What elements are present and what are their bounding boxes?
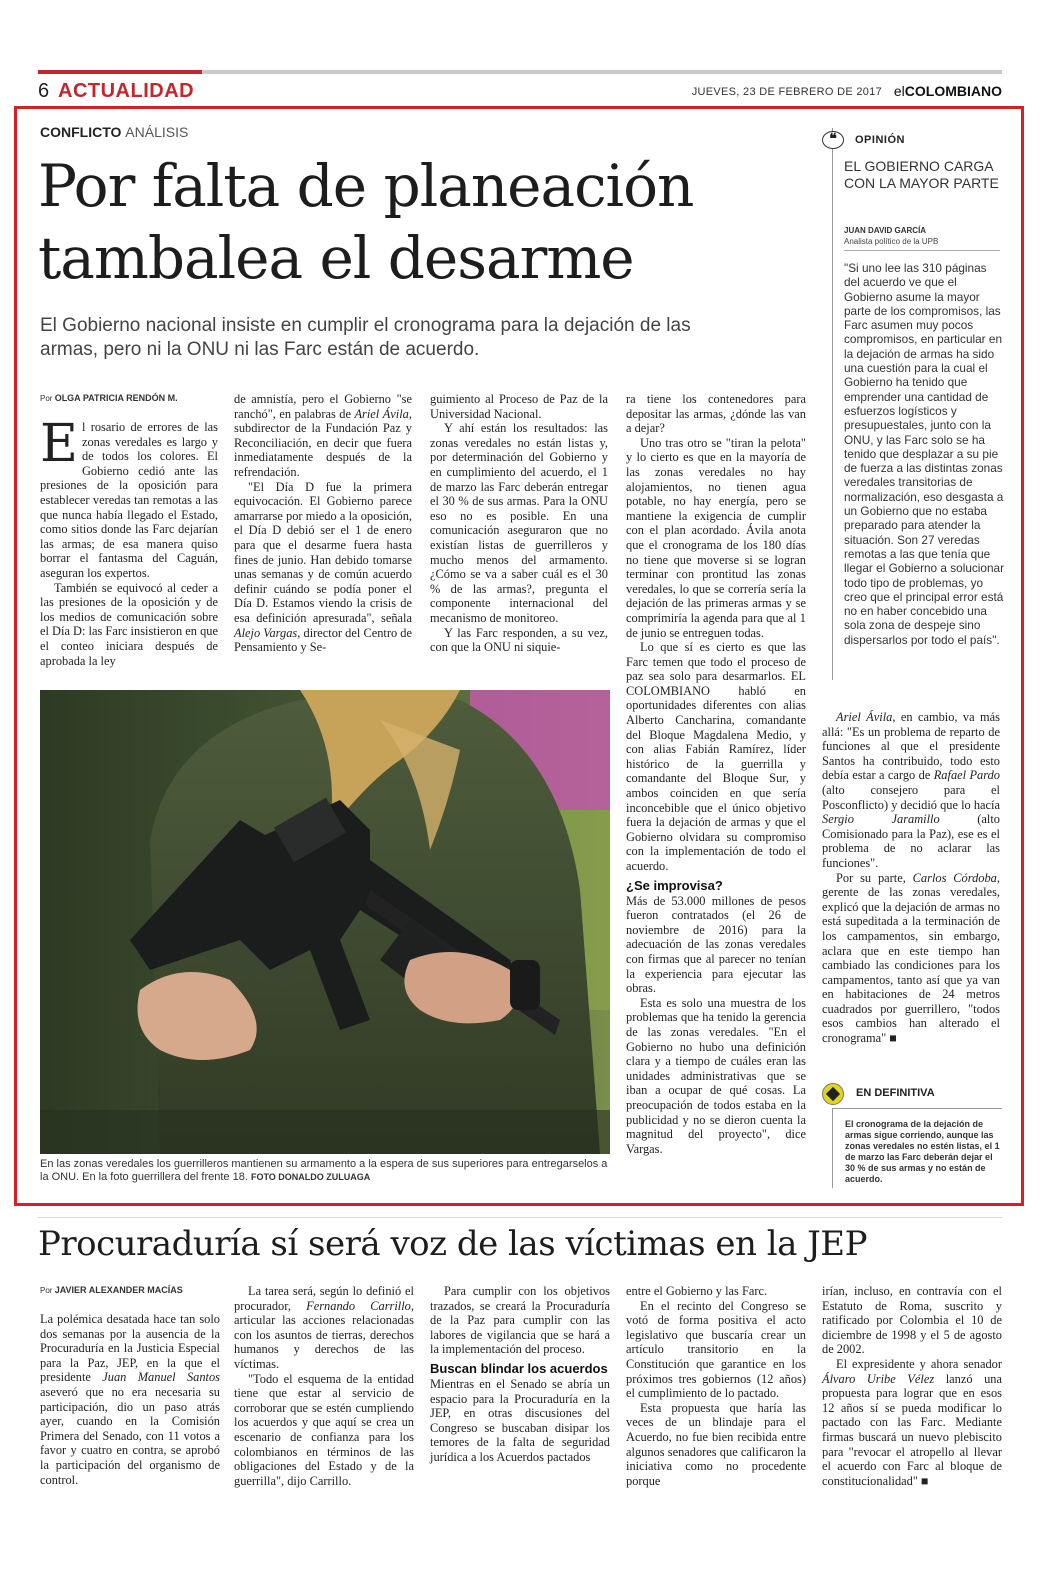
opinion-author-role: Analista político de la UPB: [844, 237, 939, 246]
paragraph-text: , gerente de las zonas veredales, explicó que la dejación de armas no está supeditada a la terminación de los campamentos, sin embargo, aclara que en este tiempo han cambiado las condiciones para los campamentos, tanto así que ya van en habitaciones de 24 metros cuadrados por guerrillero, "todos esos cambios han alterado el cronograma" ■: [822, 870, 1000, 1046]
person-name: Fernando Carrillo: [306, 1298, 411, 1313]
paragraph: [234, 480, 412, 655]
second-article-byline: [40, 1285, 183, 1295]
article-column-2: [234, 392, 412, 655]
second-article-column-1: [40, 1312, 220, 1487]
paragraph: Esta propuesta que haría las veces de un blindaje para el Acuerdo, no fue bien recibida entre algunos senadores que calificaron la iniciativa como no procedente porque: [626, 1400, 806, 1488]
person-name: Juan Manuel Santos: [102, 1370, 220, 1385]
second-article-column-5: [822, 1284, 1002, 1488]
paragraph-text: "El Día D fue la primera equivocación. El Gobierno parece amarrarse por miedo a la oposición, el Día D debió ser el 1 de enero para que el desarme fuera hasta fines de junio. Han debido tomarse unas semanas y de común acuerdo definir cuándo se podía poner el Día D. Estamos viendo la crisis de esa definición apresurada", señala: [234, 479, 412, 625]
paragraph: [40, 1312, 220, 1487]
person-name: Álvaro Uribe Vélez: [822, 1371, 935, 1386]
second-article-subhead: Buscan blindar los acuerdos: [430, 1360, 608, 1376]
section-divider: [38, 1217, 1002, 1218]
paragraph-text: Por su parte,: [836, 870, 913, 885]
person-name: Ariel Ávila: [354, 406, 409, 421]
person-name: Carlos Córdoba: [912, 870, 997, 885]
article-headline: Por falta de planeación tambalea el desarme: [38, 152, 694, 292]
byline-prefix: Por: [40, 1286, 53, 1295]
paragraph-text: , director del Centro de Pensamiento y Se-: [234, 625, 412, 655]
summary-icon: [822, 1083, 844, 1105]
paragraph: Uno tras otro se "tiran la pelota" y lo cierto es que en la mayoría de las zonas veredales no hay alojamientos, no tienen agua potable, no hay energía, pero se mantiene la exigencia de cumplir con el plan acordado. Ávila anota que el cronograma de los 180 días no tiene que moverse si se logran terminar con prontitud las zonas veredales, lo que se correría sería la dejación de las primeras armas y se comprimiría la agenda para que al 1 de junio se entreguen todas.: [626, 435, 806, 640]
paragraph-text: (alto Comisionado para la Paz), ese es el problema de no aclarar las funciones".: [822, 812, 1000, 870]
second-article-column-4: [626, 1284, 806, 1488]
quote-icon: ❝: [822, 131, 844, 149]
paragraph: Para cumplir con los objetivos trazados, se creará la Procuraduría de la Paz para cumplir con las labores de vigilancia que se hará a la implementación del proceso.: [430, 1284, 610, 1357]
opinion-author: JUAN DAVID GARCÍA: [844, 226, 927, 235]
byline-author: OLGA PATRICIA RENDÓN M.: [54, 393, 178, 403]
kicker-topic: CONFLICTO: [40, 124, 122, 140]
second-article-column-3: [430, 1284, 610, 1465]
paragraph: [234, 392, 412, 480]
opinion-label: OPINIÓN: [855, 134, 905, 146]
paragraph-text: El expresidente y ahora senador: [836, 1356, 1002, 1371]
article-byline: [40, 393, 178, 403]
person-name: Alejo Vargas: [234, 625, 298, 640]
article-column-3: [430, 392, 608, 655]
paragraph: También se equivocó al ceder a las presiones de la oposición y de los medios de comunicación sobre el Día D: las Farc insistieron en que el conteo iniciara después de aprobada la ley: [40, 580, 218, 668]
paragraph: [40, 414, 218, 581]
person-name: Ariel Ávila: [836, 710, 893, 724]
paragraph: ra tiene los contenedores para depositar las armas, ¿dónde las van a dejar?: [626, 392, 806, 436]
paragraph: [234, 1284, 414, 1372]
header-rule: [38, 70, 1002, 74]
caption-text: En las zonas veredales los guerrilleros mantienen su armamento a la espera de sus superiores para entregarselos a la ONU. En la foto guerrillera del frente 18.: [40, 1158, 608, 1183]
article-subhead: ¿Se improvisa?: [626, 877, 723, 893]
article-column-1: [40, 414, 218, 668]
byline-prefix: Por: [40, 394, 53, 403]
page-number: 6: [38, 80, 50, 102]
paragraph-text: , subdirector de la Fundación Paz y Reconciliación, en decir que fuera inmediatamente después de la refrendación.: [234, 406, 412, 479]
person-name: Rafael Pardo: [933, 768, 1000, 783]
paragraph: En el recinto del Congreso se votó de forma positiva el acto legislativo que buscaría crear un artículo transitorio en la Constitución que garantice en los próximos tres gobiernos (12 años) el cumplimiento de lo pactado.: [626, 1298, 806, 1401]
paragraph-text: , en cambio, va más allá: "Es un problema de reparto de funciones al que el presidente Santos ha contribuido, todo esto debía estar a cargo de: [822, 710, 1000, 783]
opinion-title: EL GOBIERNO CARGA CON LA MAYOR PARTE: [844, 158, 999, 191]
paragraph-text: de amnistía, pero el Gobierno "se ranchó", en palabras de: [234, 392, 412, 421]
article-photo: [40, 690, 610, 1154]
brand-prefix: el: [893, 83, 905, 99]
paragraph: "Todo el esquema de la entidad tiene que estar al servicio de corroborar que se estén cumpliendo los acuerdos y que aquí se crea un escenario de confianza para los colombianos en términos de las obligaciones del Estado y de la guerrilla", dijo Carrillo.: [234, 1371, 414, 1488]
brand-name: COLOMBIANO: [904, 83, 1002, 99]
paragraph-text: , articular las acciones relacionadas con los asuntos de tierras, derechos humanos y derechos de las víctimas.: [234, 1298, 414, 1371]
drop-cap: E: [40, 414, 78, 474]
paragraph: [822, 710, 1000, 871]
paragraph: Más de 53.000 millones de pesos fueron contratados (el 26 de noviembre de 2016) para la adecuación de las zonas veredales con firmas que al parecer no tenían la experiencia para ejecutar las obras.: [626, 893, 806, 996]
paragraph: [822, 1357, 1002, 1488]
opinion-divider: [844, 250, 1000, 251]
paragraph-text: (alto consejero para el Posconflicto) y decidió que lo hacía: [822, 782, 1000, 812]
paragraph: Y las Farc responden, a su vez, con que la ONU ni siquie-: [430, 625, 608, 655]
guerrilla-photo-illustration: [40, 690, 610, 1154]
summary-label: EN DEFINITIVA: [856, 1087, 935, 1099]
kicker-type: ANÁLISIS: [125, 124, 189, 140]
page-header: [38, 80, 1002, 102]
paragraph: Lo que sí es cierto es que las Farc temen que todo el proceso de paz sea solo para desarmarlos. EL COLOMBIANO habló en oportunidades diferentes con alias Alberto Cancharina, comandante del Bloque Magdalena Medio, y con alias Fabián Ramírez, líder histórico de la guerrilla y comandante del Bloque Sur, y ambos coinciden en que sería inconcebible que el único objetivo fuera la dejación de armas y que el Gobierno olvidara su compromiso con la implementación de todo el acuerdo.: [626, 640, 806, 873]
person-name: Sergio Jaramillo: [822, 812, 940, 827]
byline-author: JAVIER ALEXANDER MACÍAS: [54, 1285, 183, 1295]
summary-box: [832, 1108, 1002, 1188]
paragraph: Mientras en el Senado se abría un espacio para la Procuraduría en la JEP, en otras discusiones del Congreso se buscaban disipar los temores de la falta de seguridad jurídica a los Acuerdos pactados: [430, 1376, 610, 1464]
paragraph: guimiento al Proceso de Paz de la Universidad Nacional.: [430, 392, 608, 421]
header-rule-accent: [38, 70, 202, 74]
paragraph-text: La tarea será, según lo definió el procurador,: [234, 1284, 414, 1313]
second-article-headline: Procuraduría sí será voz de las víctimas en la JEP: [38, 1224, 867, 1264]
section-name: ACTUALIDAD: [58, 80, 195, 102]
paragraph-text: aseveró que no era necesaria su participación, dio un paso atrás ayer, cuando en la Comisión Primera del Senado, con 11 votos a favor y cuatro en contra, se aprobó la participación del organismo de control.: [40, 1384, 220, 1487]
second-article-column-2: [234, 1284, 414, 1488]
paragraph-text: l rosario de errores de las zonas veredales es largo y de todos los colores. El Gobierno cedió ante las presiones de la oposición para establecer veredas tan remotas a las que nunca había llegado el Estado, como sitios donde las Farc dejarían las armas; de esa manera quiso borrar el fantasma del Caguán, aseguran los expertos.: [40, 420, 218, 580]
article-column-5: [822, 710, 1000, 1046]
paragraph: entre el Gobierno y las Farc.: [626, 1284, 768, 1298]
opinion-text: "Si uno lee las 310 páginas del acuerdo ve que el Gobierno asume la mayor parte de los compromisos, las Farc asumen muy pocos compromisos, en particular en la dejación de armas ha sido una cuestión para la cual el Gobierno ha tenido que emprender una cantidad de esfuerzos logísticos y presupuestales, junto con la ONU, y las Farc solo se ha tenido que desplazar a su pie de fuerza a las distintas zonas veredales transitorias de normalización, eso desgasta a un Gobierno que no estaba preparado para atender la situación. Son 27 veredas remotas a las que tenía que llegar el Gobierno a solucionar todo tipo de problemas, yo creo que el principal error está no en haber concebido una sola zona de despeje sino dispersarlos por todo el país".: [844, 261, 1005, 647]
paragraph: [822, 871, 1000, 1046]
photo-caption: [40, 1158, 610, 1184]
paragraph: Esta es solo una muestra de los problemas que ha tenido la gerencia de las zonas veredales. "En el Gobierno no hubo una definición clara y a tiempo de cuáles eran las unidades administrativas que se iban a ocupar de qué cosas. La preocupación de todos estaba en la publicidad y no se dieron cuenta la magnitud del proyecto", dice Vargas.: [626, 995, 806, 1156]
article-column-4: [626, 392, 806, 1156]
article-kicker: [40, 124, 188, 140]
newspaper-brand: [894, 83, 1002, 99]
paragraph-text: La polémica desatada hace tan solo dos semanas por la ausencia de la Procuraduría en la Justicia Especial para la Paz, JEP, en la que el presidente: [40, 1312, 220, 1385]
photo-credit: FOTO DONALDO ZULUAGA: [250, 1172, 371, 1182]
article-dek: El Gobierno nacional insiste en cumplir el cronograma para la dejación de las armas, pero ni la ONU ni las Farc están de acuerdo.: [40, 315, 691, 360]
summary-text: El cronograma de la dejación de armas sigue corriendo, aunque las zonas veredales no estén listas, el 1 de marzo las Farc deberán dejar el 30 % de sus armas y no están de acuerdo.: [845, 1119, 1000, 1184]
paragraph-text: lanzó una propuesta para lograr que en esos 12 años sí se pueda modificar lo pactado con las Farc. Mediante firmas buscará un nuevo plebiscito para "revocar el atropello al llevar el acuerdo con Farc al bloque de constitucionalidad" ■: [822, 1371, 1002, 1488]
issue-date: JUEVES, 23 DE FEBRERO DE 2017: [691, 86, 882, 98]
paragraph: irían, incluso, en contravía con el Estatuto de Roma, suscrito y ratificado por Colombia el 10 de diciembre de 1998 y el 5 de agosto de 2002.: [822, 1284, 1002, 1357]
paragraph: Y ahí están los resultados: las zonas veredales no están listas y, por determinación del Gobierno y en cumplimiento del acuerdo, el 1 de marzo las Farc deberán entregar el 30 % de sus armas. Para la ONU eso no es posible. En una comunicación aseguraron que no existían listas de guerrilleros y mucho menos del armamento. ¿Cómo se va a saber cuál es el 30 % de las armas?, pregunta el componente internacional del mecanismo de monitoreo.: [430, 421, 608, 625]
